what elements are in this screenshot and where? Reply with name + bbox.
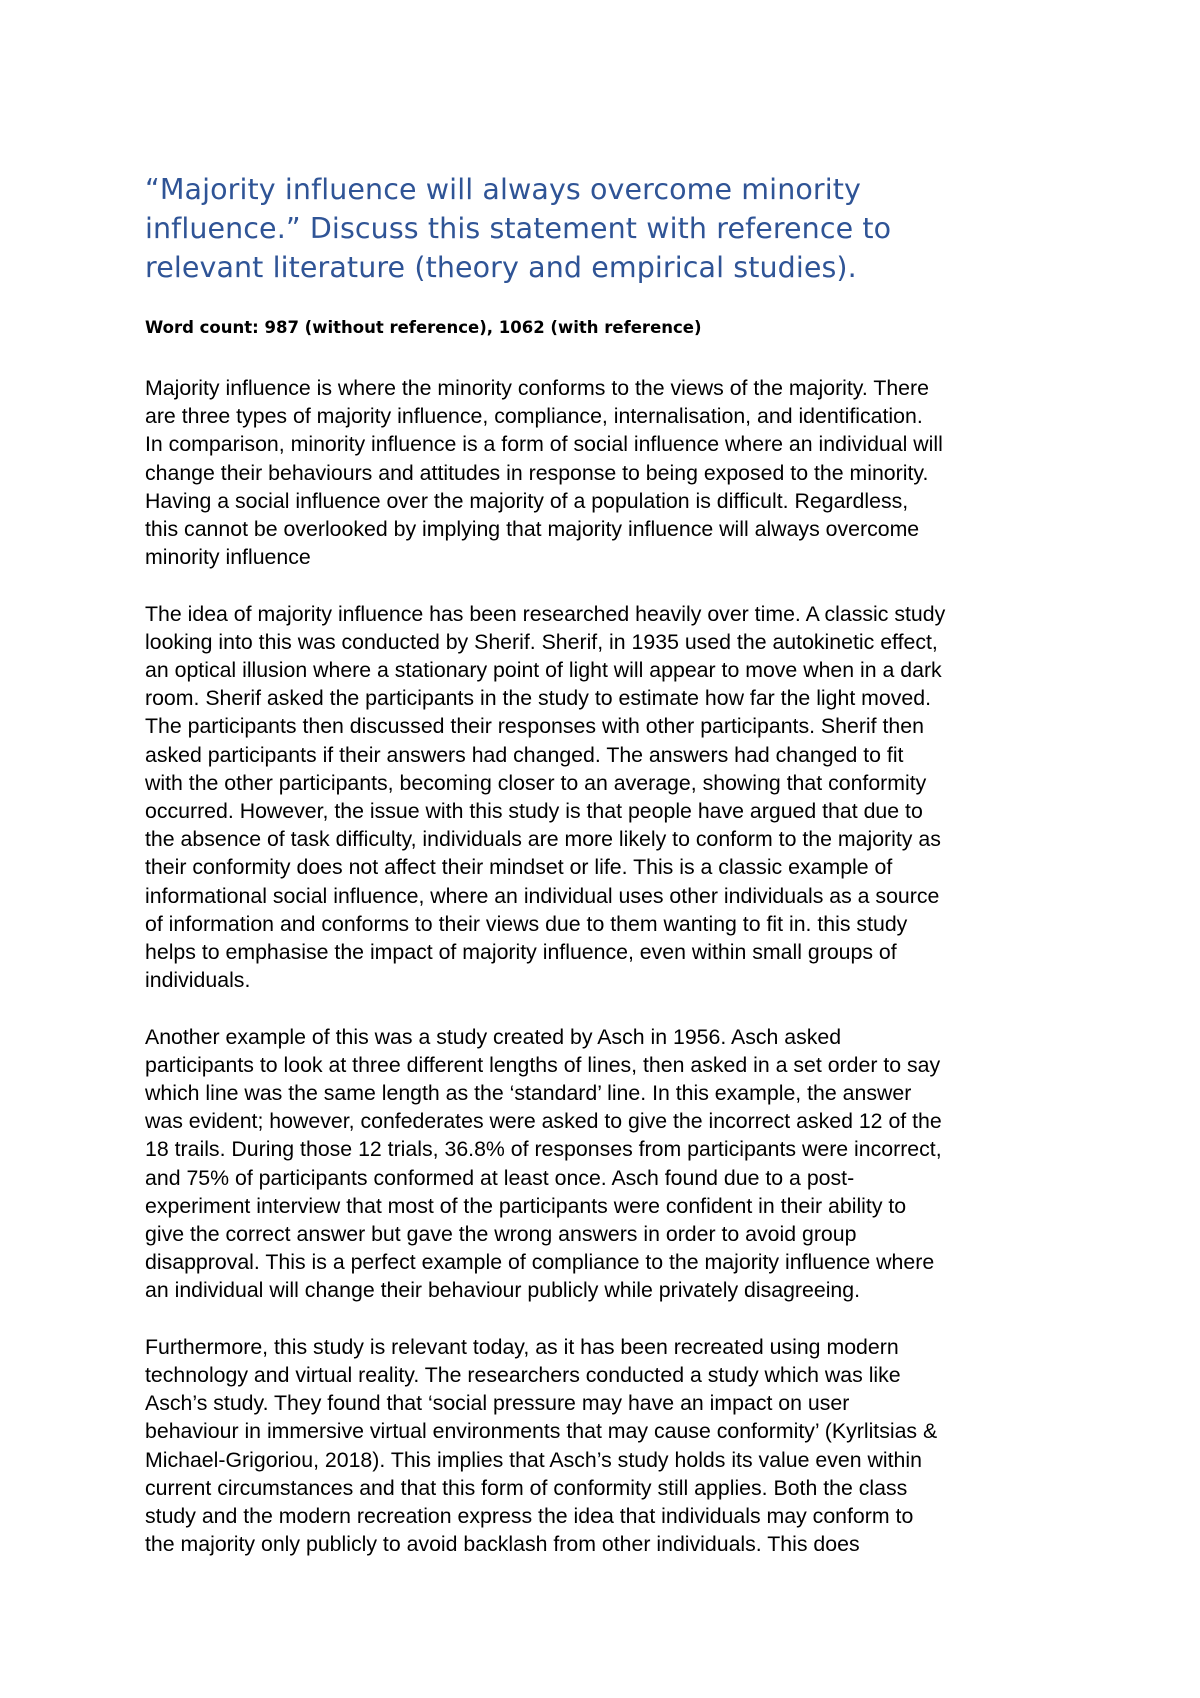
text-line: their conformity does not affect their mindset or life. This is a classic example of xyxy=(145,855,893,880)
text-line: with the other participants, becoming closer to an average, showing that conformity xyxy=(145,770,927,795)
text-line: helps to emphasise the impact of majority influence, even within small groups of xyxy=(145,940,897,965)
paragraph-modern-recreation xyxy=(145,1333,1075,1559)
essay-body xyxy=(145,374,1075,1587)
text-line: Having a social influence over the majority of a population is difficult. Regardless, xyxy=(145,488,909,513)
text-line: Michael-Grigoriou, 2018). This implies that Asch’s study holds its value even within xyxy=(145,1447,922,1472)
text-line: the absence of task difficulty, individuals are more likely to conform to the majority as xyxy=(145,827,941,852)
text-line: Asch’s study. They found that ‘social pressure may have an impact on user xyxy=(145,1391,850,1416)
text-line: are three types of majority influence, compliance, internalisation, and identification. xyxy=(145,404,923,429)
paragraph-sherif xyxy=(145,600,1075,995)
text-line: 18 trails. During those 12 trials, 36.8% of responses from participants were incorrect, xyxy=(145,1137,942,1162)
essay-title xyxy=(145,170,1065,287)
text-line: disapproval. This is a perfect example of compliance to the majority influence where xyxy=(145,1250,935,1275)
text-line: give the correct answer but gave the wrong answers in order to avoid group xyxy=(145,1222,857,1247)
text-line: change their behaviours and attitudes in response to being exposed to the minority. xyxy=(145,460,929,485)
text-line: experiment interview that most of the participants were confident in their ability to xyxy=(145,1193,907,1218)
text-line: participants to look at three different lengths of lines, then asked in a set order to say xyxy=(145,1052,941,1077)
text-line: this cannot be overlooked by implying that majority influence will always overcome xyxy=(145,517,920,542)
text-line: an optical illusion where a stationary point of light will appear to move when in a dark xyxy=(145,658,942,683)
title-line: influence.” Discuss this statement with reference to xyxy=(145,212,892,245)
text-line: room. Sherif asked the participants in the study to estimate how far the light moved. xyxy=(145,686,932,711)
text-line: Furthermore, this study is relevant today, as it has been recreated using modern xyxy=(145,1334,899,1359)
text-line: individuals. xyxy=(145,968,251,993)
text-line: was evident; however, confederates were asked to give the incorrect asked 12 of the xyxy=(145,1109,942,1134)
title-line: “Majority influence will always overcome minority xyxy=(145,173,861,206)
text-line: current circumstances and that this form of conformity still applies. Both the class xyxy=(145,1475,908,1500)
text-line: study and the modern recreation express the idea that individuals may conform to xyxy=(145,1504,914,1529)
document-content xyxy=(145,170,1065,1557)
text-line: which line was the same length as the ‘standard’ line. In this example, the answer xyxy=(145,1081,912,1106)
text-line: of information and conforms to their views due to them wanting to fit in. this study xyxy=(145,911,908,936)
text-line: looking into this was conducted by Sherif. Sherif, in 1935 used the autokinetic effect, xyxy=(145,629,938,654)
text-line: behaviour in immersive virtual environments that may cause conformity’ (Kyrlitsias & xyxy=(145,1419,938,1444)
text-line: the majority only publicly to avoid backlash from other individuals. This does xyxy=(145,1532,860,1557)
text-line: The participants then discussed their responses with other participants. Sherif then xyxy=(145,714,924,739)
text-line: asked participants if their answers had changed. The answers had changed to fit xyxy=(145,742,904,767)
text-line: an individual will change their behaviour publicly while privately disagreeing. xyxy=(145,1278,861,1303)
word-count: Word count: 987 (without reference), 1062 (with reference) xyxy=(145,318,702,337)
text-line: and 75% of participants conformed at least once. Asch found due to a post- xyxy=(145,1165,855,1190)
paragraph-intro xyxy=(145,374,1075,571)
text-line: informational social influence, where an individual uses other individuals as a source xyxy=(145,883,940,908)
paragraph-asch xyxy=(145,1023,1075,1305)
text-line: Majority influence is where the minority conforms to the views of the majority. There xyxy=(145,376,929,400)
text-line: Another example of this was a study created by Asch in 1956. Asch asked xyxy=(145,1024,842,1049)
text-line: occurred. However, the issue with this study is that people have argued that due to xyxy=(145,799,923,824)
text-line: technology and virtual reality. The researchers conducted a study which was like xyxy=(145,1363,901,1388)
title-line: relevant literature (theory and empirical studies). xyxy=(145,251,857,284)
text-line: minority influence xyxy=(145,545,311,570)
text-line: In comparison, minority influence is a form of social influence where an individual will xyxy=(145,432,943,457)
text-line: The idea of majority influence has been researched heavily over time. A classic study xyxy=(145,601,946,626)
